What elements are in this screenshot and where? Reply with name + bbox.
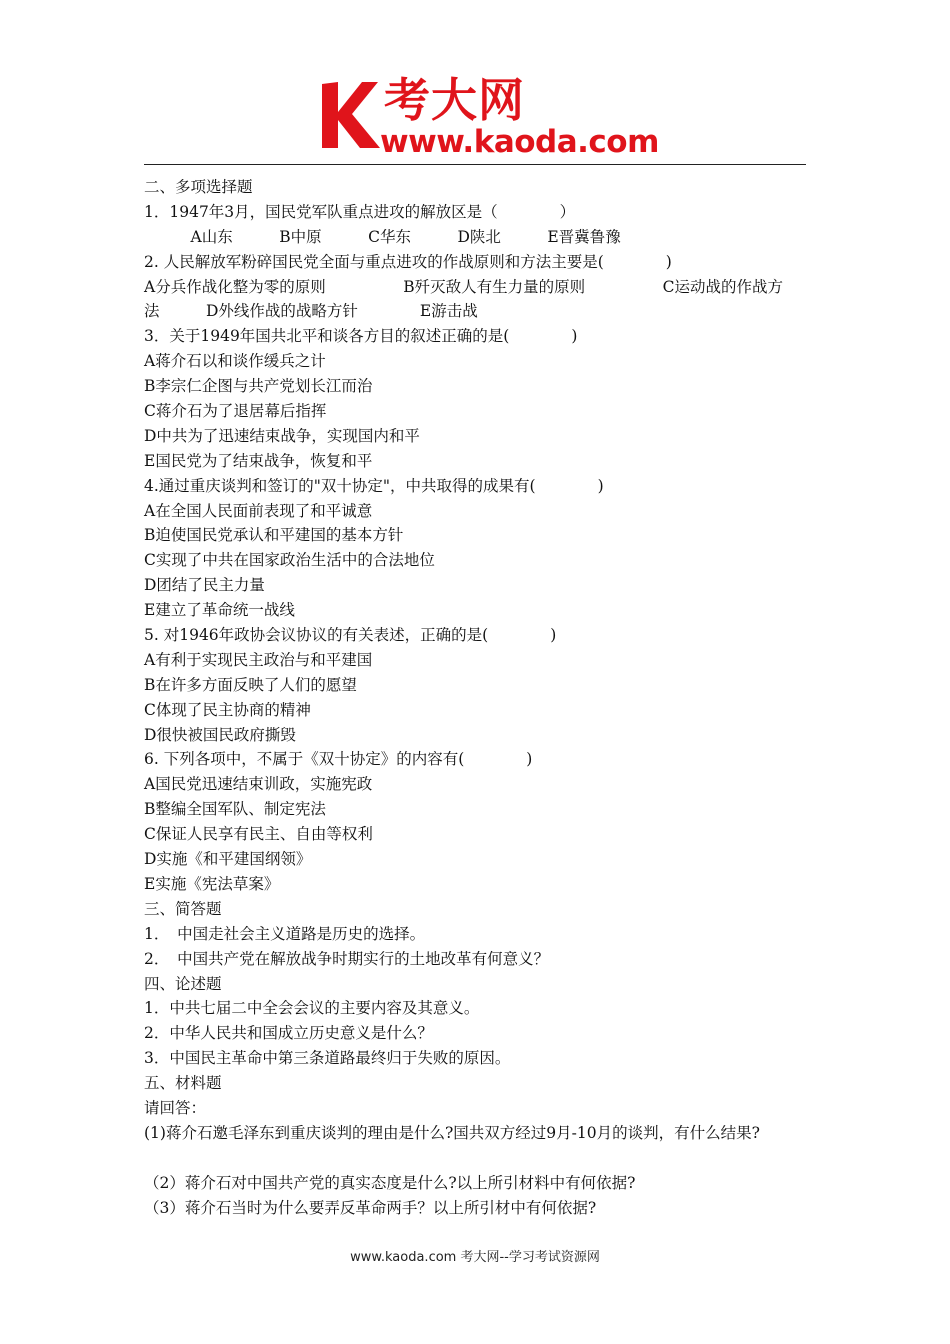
text-line: A有利于实现民主政治与和平建国: [144, 650, 373, 669]
text-line: 3．关于1949年国共北平和谈各方目的叙述正确的是( ): [144, 327, 578, 346]
text-line: B李宗仁企图与共产党划长江而治: [144, 377, 373, 396]
text-line: E建立了革命统一战线: [144, 601, 295, 620]
text-line: 6. 下列各项中，不属于《双十协定》的内容有( ): [144, 750, 533, 769]
text-line: （3）蒋介石当时为什么要弄反革命两手？以上所引材中有何依据?: [144, 1198, 597, 1217]
page-footer: www.kaoda.com 考大网--学习考试资源网: [350, 1250, 600, 1265]
logo-title: 考大网: [384, 73, 525, 127]
text-line: 2． 中国共产党在解放战争时期实行的土地改革有何意义？: [144, 949, 550, 968]
text-line: 五、材料题: [144, 1074, 222, 1093]
text-line: E实施《宪法草案》: [144, 874, 280, 893]
text-line: C保证人民享有民主、自由等权利: [144, 825, 373, 844]
logo-url: www.kaoda.com: [380, 124, 659, 160]
text-line: D很快被国民政府撕毁: [144, 725, 296, 744]
text-line: 2．中华人民共和国成立历史意义是什么？: [144, 1024, 433, 1043]
text-line: 二、多项选择题: [144, 178, 253, 196]
text-line: E国民党为了结束战争，恢复和平: [144, 451, 373, 470]
text-line: 5. 对1946年政协会议协议的有关表述，正确的是( ): [144, 626, 557, 645]
text-line: A国民党迅速结束训政，实施宪政: [144, 775, 373, 794]
text-line: A山东 B中原 C华东 D陕北 E晋冀鲁豫: [144, 227, 621, 246]
text-line: 1． 中国走社会主义道路是历史的选择。: [144, 924, 426, 943]
text-line: B整编全国军队、制定宪法: [144, 800, 326, 819]
document-body: [144, 175, 824, 1220]
text-line: 四、论述题: [144, 974, 222, 993]
text-line: 4.通过重庆谈判和签订的"双十协定"，中共取得的成果有( ): [144, 476, 604, 495]
text-line: 1．中共七届二中全会会议的主要内容及其意义。: [144, 999, 480, 1018]
text-line: A在全国人民面前表现了和平诚意: [144, 501, 373, 520]
text-line: C体现了民主协商的精神: [144, 700, 311, 719]
text-line: A分兵作战化整为零的原则 B歼灭敌人有生力量的原则 C运动战的作战方: [144, 277, 783, 296]
text-line: 三、简答题: [144, 899, 222, 918]
text-line: B在许多方面反映了人们的愿望: [144, 675, 357, 694]
k-logo-icon: [318, 78, 382, 150]
text-line: 请回答：: [144, 1098, 207, 1117]
text-line: D实施《和平建国纲领》: [144, 850, 312, 869]
text-line: (1)蒋介石邀毛泽东到重庆谈判的理由是什么?国共双方经过9月-10月的谈判，有什么结果?: [144, 1123, 760, 1142]
kaoda-logo: [318, 73, 659, 162]
text-line: 法 D外线作战的战略方针 E游击战: [144, 302, 478, 321]
text-line: B迫使国民党承认和平建国的基本方针: [144, 526, 404, 545]
text-line: 2. 人民解放军粉碎国民党全面与重点进攻的作战原则和方法主要是( ): [144, 252, 672, 271]
text-line: A蒋介石以和谈作缓兵之计: [144, 352, 326, 371]
text-line: C实现了中共在国家政治生活中的合法地位: [144, 551, 435, 570]
text-line: D中共为了迅速结束战争，实现国内和平: [144, 426, 420, 445]
header-divider: [144, 164, 806, 165]
text-line: 3．中国民主革命中第三条道路最终归于失败的原因。: [144, 1049, 511, 1068]
text-line: （2）蒋介石对中国共产党的真实态度是什么?以上所引材料中有何依据?: [144, 1173, 636, 1192]
blank-line: [144, 1146, 824, 1171]
text-line: D团结了民主力量: [144, 576, 265, 595]
text-line: 1．1947年3月，国民党军队重点进攻的解放区是（ ）: [144, 202, 576, 221]
text-line: C蒋介石为了退居幕后指挥: [144, 402, 327, 421]
